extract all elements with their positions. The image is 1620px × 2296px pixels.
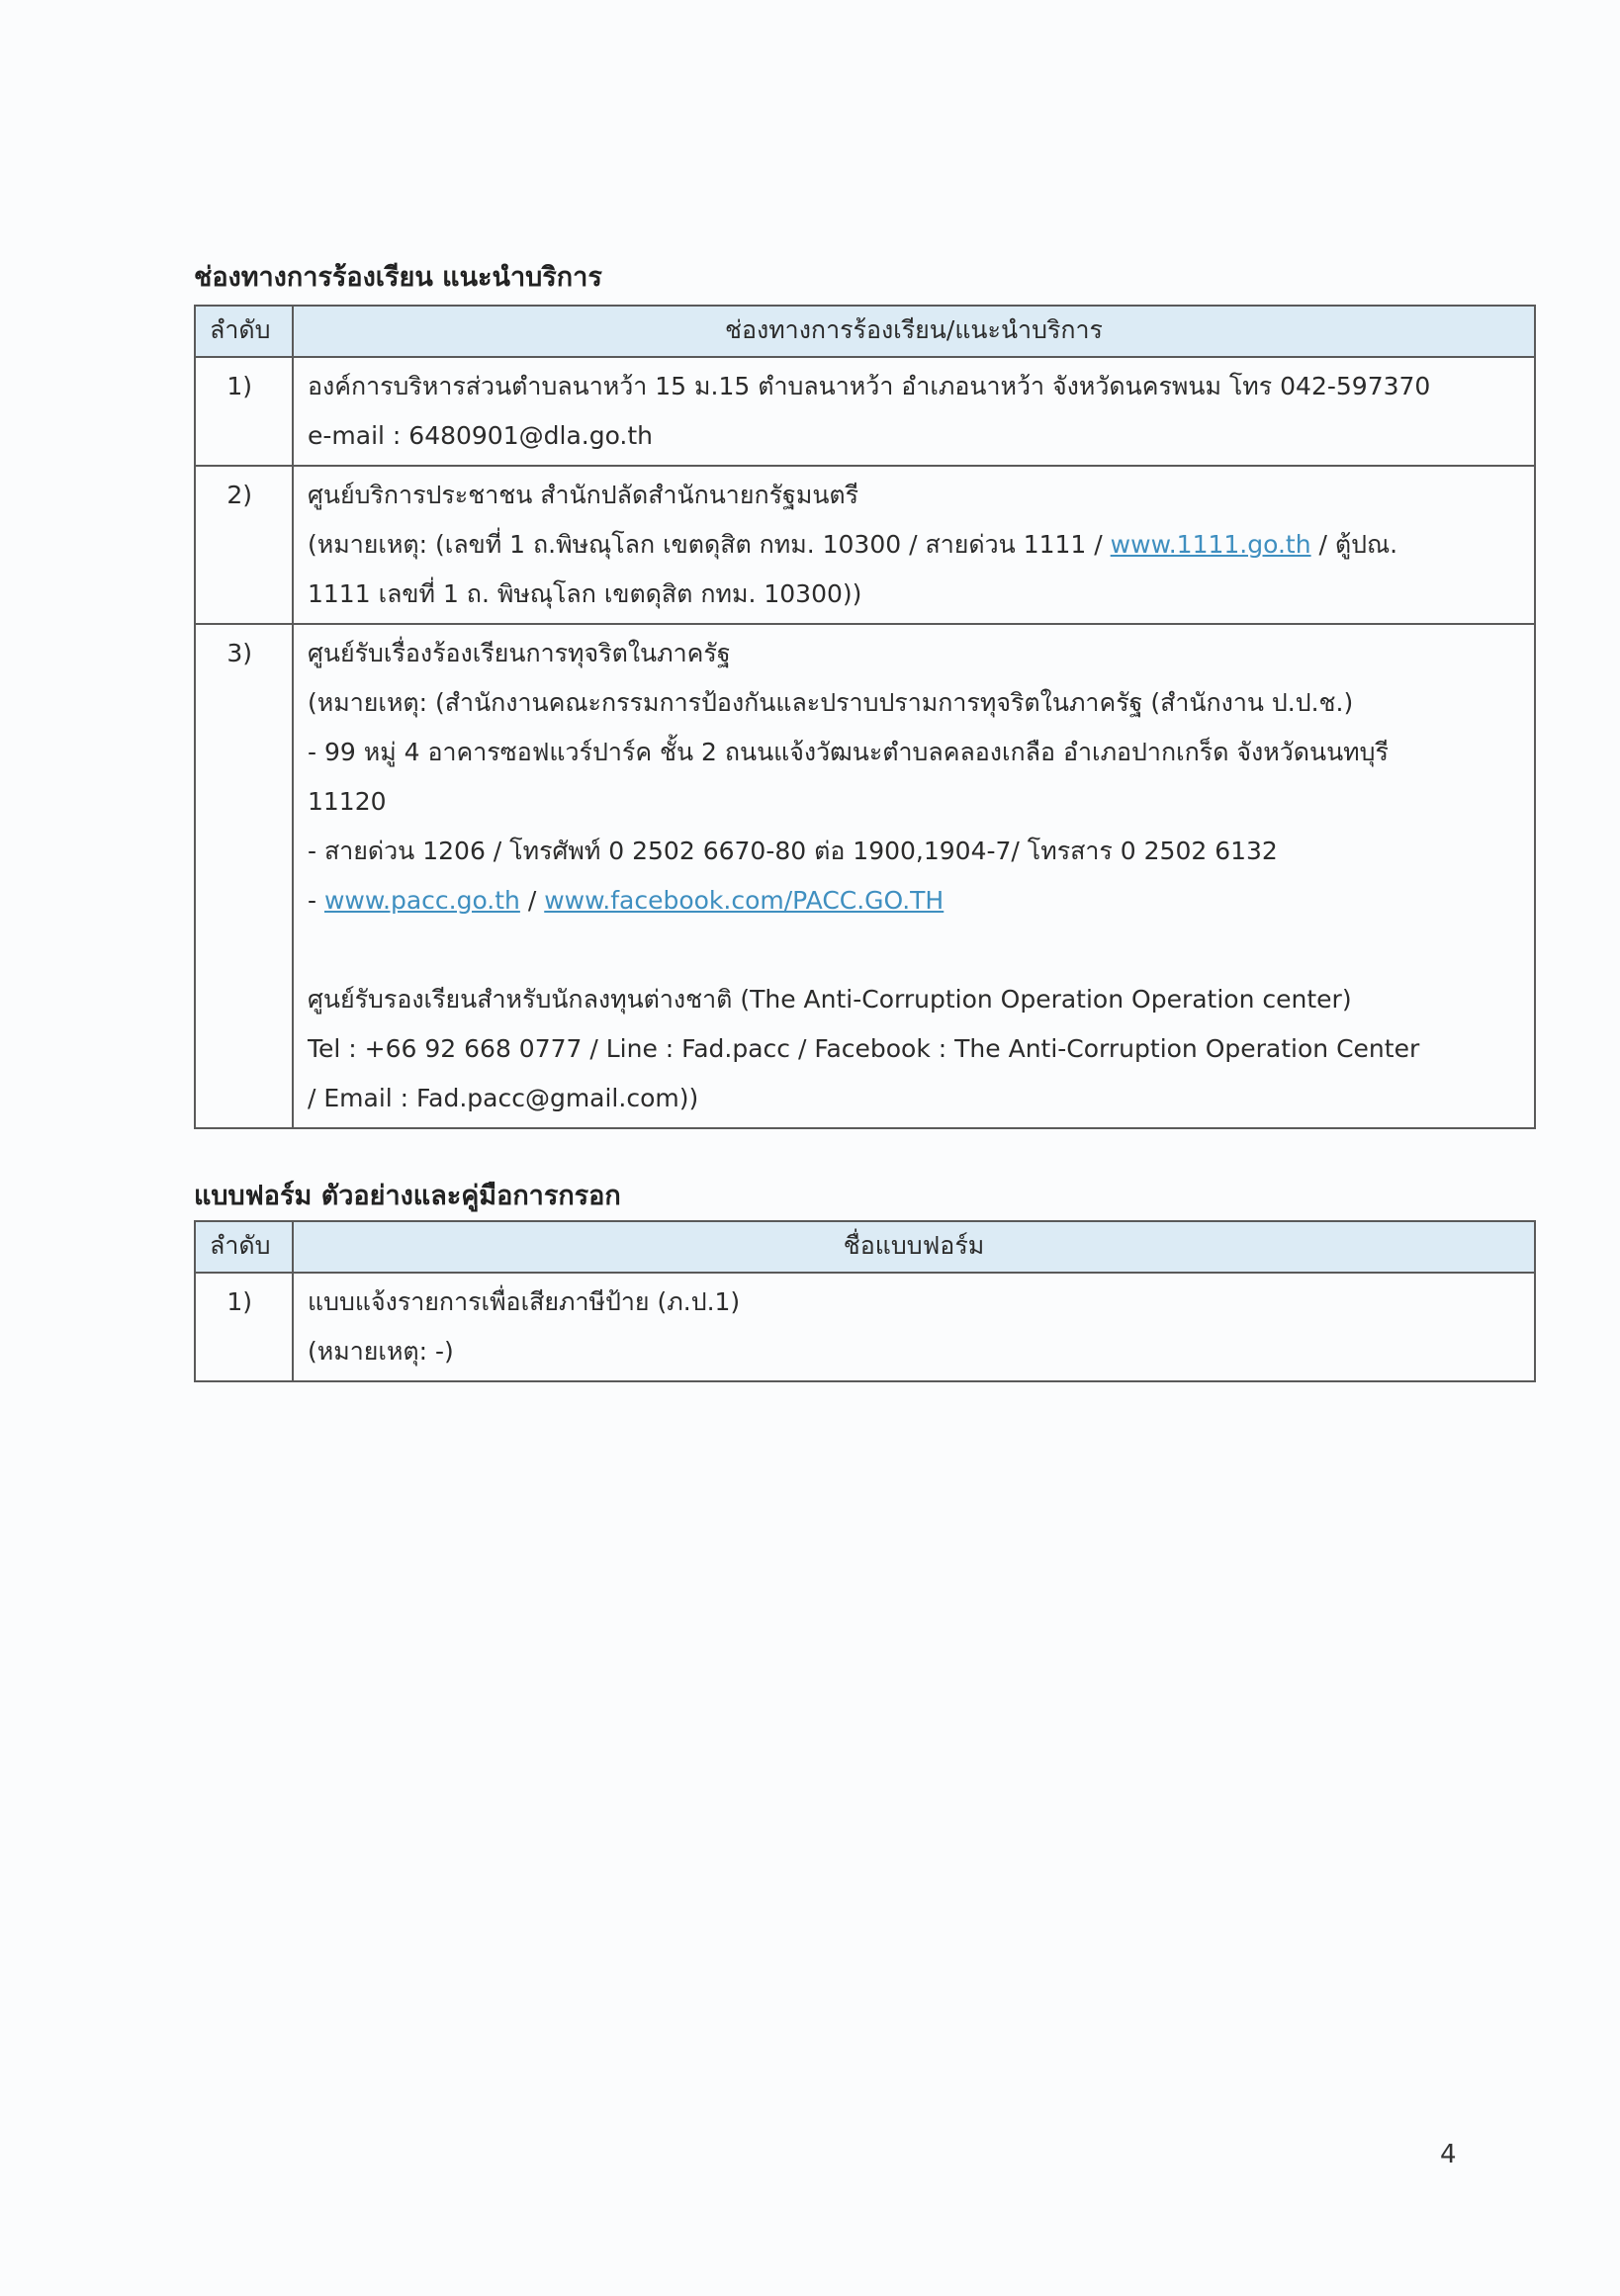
link-1111[interactable]: www.1111.go.th [1110, 530, 1311, 559]
text-line: e-mail : 6480901@dla.go.th [308, 421, 654, 450]
column-header-channel: ช่องทางการร้องเรียน/แนะนำบริการ [293, 306, 1535, 357]
text-segment: - [308, 886, 324, 915]
text-line: 11120 [308, 787, 387, 816]
column-header-order: ลำดับ [195, 1221, 293, 1273]
text-line: - 99 หมู่ 4 อาคารซอฟแวร์ปาร์ค ชั้น 2 ถนนแจ้งวัฒนะตำบลคลองเกลือ อำเภอปากเกร็ด จังหวัดนนทบุรี [308, 738, 1389, 766]
row-number: 2) [195, 466, 293, 624]
text-line: / Email : Fad.pacc@gmail.com)) [308, 1084, 699, 1112]
text-segment: / ตู้ปณ. [1310, 530, 1398, 559]
forms-table [194, 1220, 1536, 1382]
section-title-forms: แบบฟอร์ม ตัวอย่างและคู่มือการกรอก [194, 1181, 621, 1211]
text-line: (หมายเหตุ: (สำนักงานคณะกรรมการป้องกันและปราบปรามการทุจริตในภาครัฐ (สำนักงาน ป.ป.ช.) [308, 688, 1354, 717]
text-line: ศูนย์รับเรื่องร้องเรียนการทุจริตในภาครัฐ [308, 639, 731, 667]
text-line: ศูนย์บริการประชาชน สำนักปลัดสำนักนายกรัฐมนตรี [308, 481, 859, 509]
text-line [308, 876, 1520, 926]
text-line: 1111 เลขที่ 1 ถ. พิษณุโลก เขตดุสิต กทม. 10300)) [308, 579, 862, 608]
table-row [195, 357, 1535, 466]
text-segment: (หมายเหตุ: (เลขที่ 1 ถ.พิษณุโลก เขตดุสิต กทม. 10300 / สายด่วน 1111 / [308, 530, 1111, 559]
section-title-complaint-channels: ช่องทางการร้องเรียน แนะนำบริการ [194, 262, 602, 293]
row-content [293, 1273, 1535, 1381]
link-pacc-website[interactable]: www.pacc.go.th [323, 886, 520, 915]
table-row [195, 466, 1535, 624]
blank-line [308, 926, 1520, 975]
text-line: แบบแจ้งรายการเพื่อเสียภาษีป้าย (ภ.ป.1) [308, 1287, 741, 1316]
text-line: องค์การบริหารส่วนตำบลนาหว้า 15 ม.15 ตำบลนาหว้า อำเภอนาหว้า จังหวัดนครพนม โทร 042-597370 [308, 372, 1431, 400]
row-number: 1) [195, 357, 293, 466]
link-pacc-facebook[interactable]: www.facebook.com/PACC.GO.TH [544, 886, 945, 915]
text-segment: / [519, 886, 545, 915]
column-header-order: ลำดับ [195, 306, 293, 357]
row-content [293, 466, 1535, 624]
row-number: 3) [195, 624, 293, 1128]
row-number: 1) [195, 1273, 293, 1381]
table-header-row [195, 306, 1535, 357]
table-row [195, 1273, 1535, 1381]
complaint-channels-table [194, 305, 1536, 1129]
table-row [195, 624, 1535, 1128]
text-line: - สายด่วน 1206 / โทรศัพท์ 0 2502 6670-80 ต่อ 1900,1904-7/ โทรสาร 0 2502 6132 [308, 837, 1278, 865]
text-line: (หมายเหตุ: -) [308, 1337, 454, 1366]
row-content [293, 624, 1535, 1128]
text-line: ศูนย์รับรองเรียนสำหรับนักลงทุนต่างชาติ (The Anti-Corruption Operation Operation center) [308, 985, 1352, 1014]
table-header-row [195, 1221, 1535, 1273]
text-line [308, 520, 1520, 570]
text-line: Tel : +66 92 668 0777 / Line : Fad.pacc / Facebook : The Anti-Corruption Operation Center [308, 1034, 1420, 1063]
column-header-form-name: ชื่อแบบฟอร์ม [293, 1221, 1535, 1273]
row-content [293, 357, 1535, 466]
page-number: 4 [1440, 2140, 1457, 2169]
